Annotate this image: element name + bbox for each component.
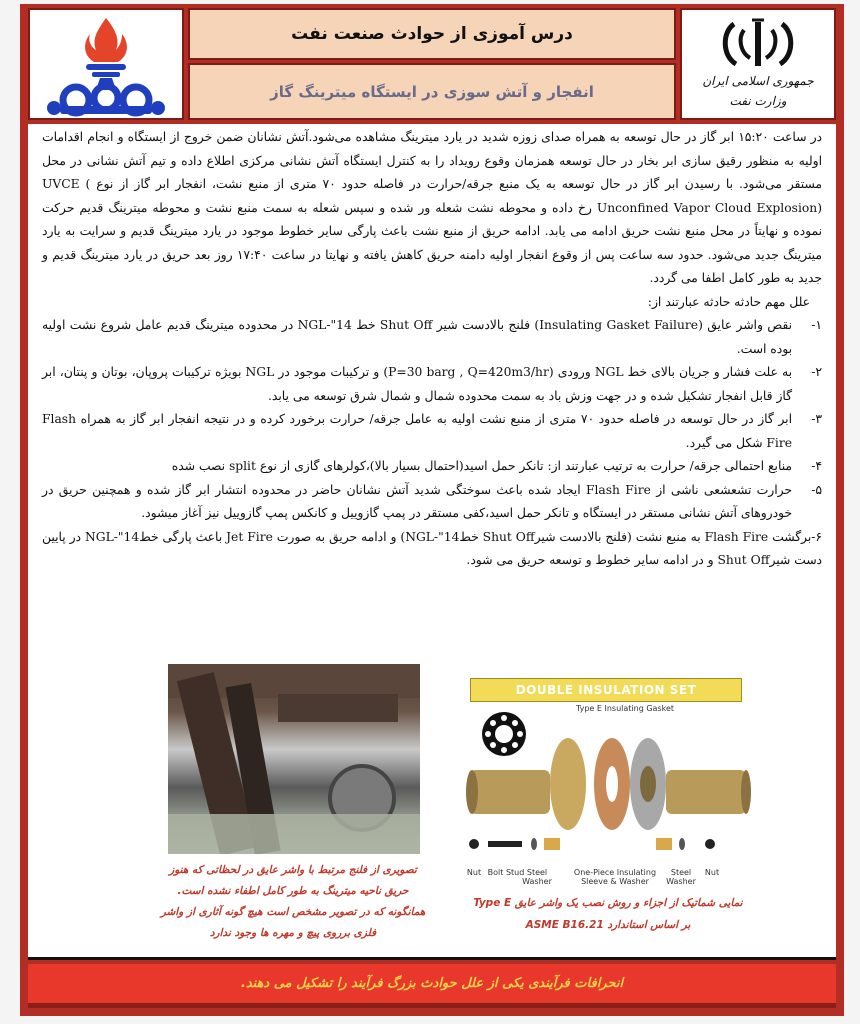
nioc-logo [28, 8, 184, 120]
cause-item-5 [42, 479, 822, 526]
label-nut-right: Nut [704, 868, 720, 877]
cause-text: نقص واشر عایق (Insulating Gasket Failure) فلنج بالادست شیر Shut Off خط 14"-NGL در محدوده میترینگ قدیم عامل شروع نشت اولیه بوده است. [42, 318, 792, 356]
header [28, 8, 836, 122]
label-bolt-stud: Bolt Stud [487, 868, 525, 877]
document-subtitle: انفجار و آتش سوزی در ایستگاه میترینگ گاز [188, 63, 676, 120]
cause-text: به علت فشار و جریان بالای خط NGL ورودی (P=30 barg , Q=420m3/hr) و ترکیبات موجود در NGL بویژه ترکیبات پروپان، بوتان و پنتان، ابر گاز قابل انفجار تشکیل شده و در جهت وزش باد به سمت محدوده شمال و شمال شرق توسعه می یابد. [42, 365, 793, 403]
flange-assembly-icon [460, 672, 752, 872]
diagram-caption [458, 892, 758, 936]
cause-item-4 [42, 455, 822, 479]
diagram-banner: DOUBLE INSULATION SET [470, 678, 742, 702]
iran-emblem-icon [682, 16, 834, 76]
article-text [28, 124, 836, 573]
gasket-label: Type E Insulating Gasket [575, 704, 675, 713]
cause-text: ابر گاز در حال توسعه در فاصله حدود ۷۰ متری از منبع نشت اولیه به عامل جرقه/ حرارت برخورد کرده و در نتیجه انفجار ابر گاز به همراه Flash Fire شکل می گیرد. [42, 412, 792, 450]
ministry-line-2: وزارت نفت [729, 94, 787, 108]
narrative-paragraph: در ساعت ۱۵:۲۰ ابر گاز در حال توسعه به همراه صدای زوزه شدید در یارد میترینگ مشاهده می‌شود.آتش نشانان ضمن خروج از ایستگاه و انجام اقدامات اولیه به منظور رقیق سازی ابر بخار در حال توسعه همزمان وقوع رویداد را به کنترل ایستگاه آتش نشانی مرکزی اطلاع داده و تیم آتش نشانی در محل مستقر می‌شود. با رسیدن ابر گاز در حال توسعه به یک منبع جرقه/حرارت در فاصله حدود ۷۰ متری از منبع نشت، انفجار ابر گاز از نوع UVCE ( Unconfined Vapor Cloud Explosion) رخ داده و محوطه نشت شعله ور شده و سپس شعله به سمت منبع نشت و محوطه میترینگ قدیم حرکت نموده و نهایتاً در محل منبع نشت حریق ادامه می یابد. ادامه حریق از منبع نشت باعث پارگی سایر خطوط موجود در یارد میترینگ قدیم و سرایت به یارد میترینگ جدید می‌شود. حدود سه ساعت پس از وقوع انفجار اولیه دامنه حریق کاهش یافته و نهایتا در ساعت ۱۷:۴۰ روز بعد حریق در یارد میترینگ قدیم و جدید به طور کامل اطفا می گردد. [42, 130, 823, 285]
cause-text: حرارت تشعشعی ناشی از Flash Fire ایجاد شده باعث سوختگی شدید آتش نشانان حاضر در محدوده انتشار ابر گاز شده و همچنین حریق در خودروهای آتش نشانی مستقر در ایستگاه و تانکر حمل اسید،کفی مستقر در پمپ گازوییل و کانکس پمپ گازوییل نیز آغاز میشود. [42, 482, 793, 520]
diagram-caption-line-2: بر اساس استاندارد ASME B16.21 [525, 919, 691, 931]
causes-heading: علل مهم حادثه حادثه عبارتند از: [647, 294, 810, 309]
cause-text: ۶-برگشت Flash Fire به منبع نشت (فلنج بالادست شیرShut Off خطNGL-"14) و ادامه حریق به صورت Jet Fire باعث پارگی خطNGL-"14 در پایین دست شیرShut Off و در ادامه سایر خطوط و توسعه حریق می شود. [42, 529, 823, 567]
label-nut-left: Nut [466, 868, 482, 877]
cause-number: ۳- [811, 412, 822, 426]
label-insulating-sleeve: One-Piece Insulating Sleeve & Washer [573, 868, 657, 886]
document-title: درس آموزی از حوادث صنعت نفت [188, 8, 676, 60]
label-steel-washer-left: Steel Washer [522, 868, 552, 886]
cause-number: ۴- [811, 459, 822, 473]
nioc-flame-icon [30, 10, 182, 118]
cause-number: ۵- [811, 482, 822, 497]
diagram-caption-line-1: نمایی شماتیک از اجزاء و روش نصب یک واشر عایق Type E [473, 897, 743, 909]
cause-number: ۲- [811, 365, 822, 379]
ministry-logo [680, 8, 836, 120]
cause-item-1 [42, 314, 822, 361]
document-frame [20, 4, 844, 1016]
ministry-line-1: جمهوری اسلامی ایران [702, 74, 814, 88]
photo-caption: تصویری از فلنج مرتبط با واشر عایق در لحظاتی که هنوز حریق ناحیه میترینگ به طور کامل اطفاء نشده است. همانگونه که در تصویر مشخص است هیچ گونه آثاری از واشر فلزی برروی پیچ و مهره ها وجود ندارد [160, 864, 426, 939]
cause-item-3 [42, 408, 822, 455]
content-area [28, 124, 836, 960]
figures-section [28, 664, 836, 954]
double-insulation-diagram [460, 672, 752, 887]
flange-photo [168, 664, 420, 854]
cause-item-2 [42, 361, 822, 408]
label-steel-washer-right: Steel Washer [666, 868, 696, 886]
cause-number: ۱- [811, 318, 822, 332]
footer-banner: انحرافات فرآیندی یکی از علل حوادث بزرگ فرآیند را تشکیل می دهند. [28, 964, 836, 1008]
cause-item-6 [42, 526, 822, 573]
cause-text: منابع احتمالی جرقه/ حرارت به ترتیب عبارتند از: تانکر حمل اسید(احتمال بسیار بالا)،کولرهای گازی از نوع split نصب شده [171, 459, 792, 473]
